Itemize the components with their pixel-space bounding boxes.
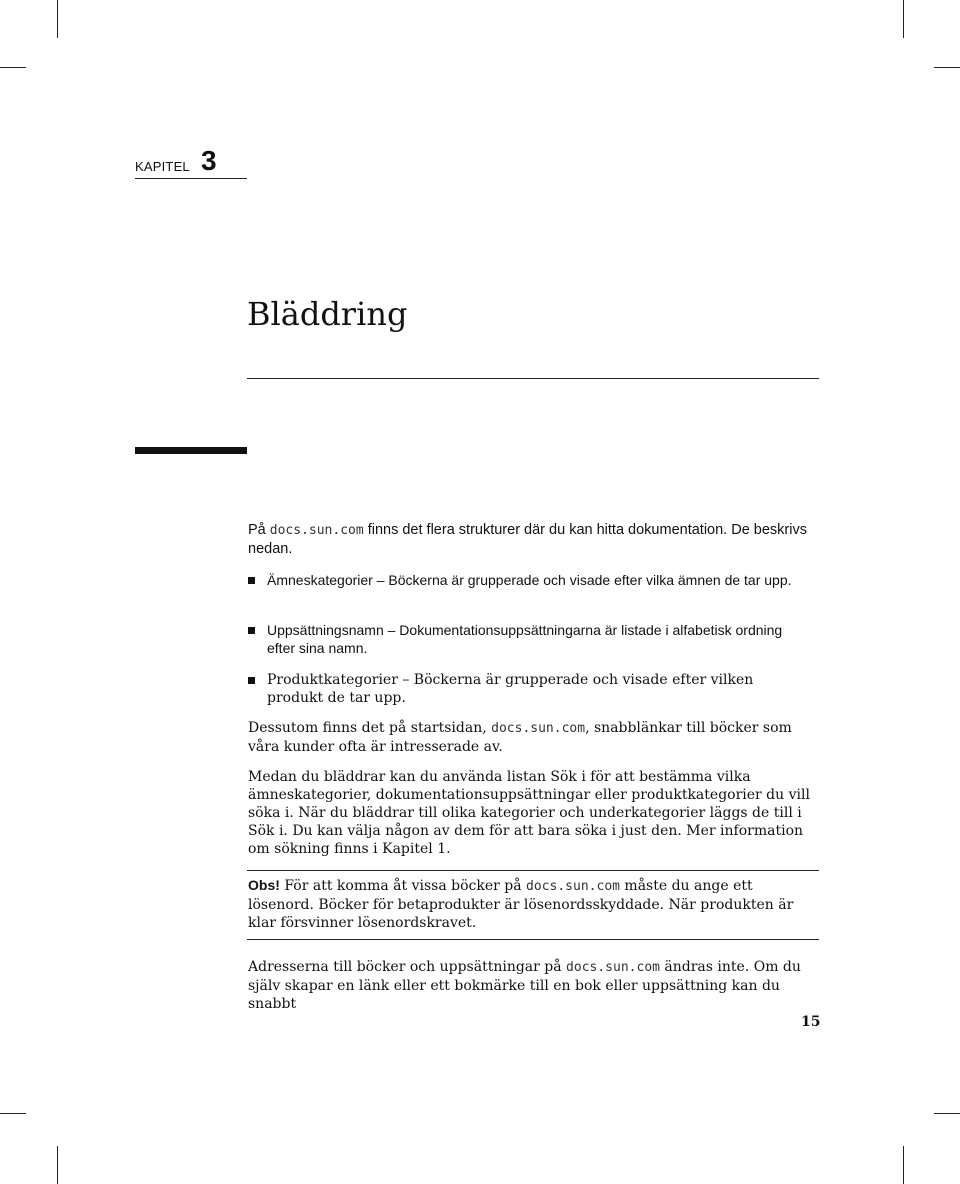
list-item-text: Produktkategorier – Böckerna är grupperade och visade efter vilken produkt de tar upp. <box>267 672 754 706</box>
list-item <box>248 671 808 707</box>
intro-paragraph <box>248 521 820 558</box>
crop-mark <box>57 0 58 38</box>
note-label: Obs! <box>248 877 280 893</box>
paragraph-text: Medan du bläddrar kan du använda listan Sök i för att bestämma vilka ämneskategorier, dokumentationsuppsättningar eller produktkategorier du vill söka i. När du bläddrar till olika kategorier och underkategorier läggs de till i Sök i. Du kan välja någon av dem för att bara söka i just den. Mer information om sökning finns i Kapitel 1. <box>248 769 810 857</box>
crop-mark <box>0 67 26 68</box>
paragraph-text: , snabblänkar till böcker som våra kunder ofta är intresserade av. <box>248 720 792 755</box>
browse-paragraph <box>248 768 820 858</box>
paragraph-text: Adresserna till böcker och uppsättningar på <box>248 959 567 975</box>
list-item-text: Ämneskategorier – Böckerna är grupperade och visade efter vilka ämnen de tar upp. <box>267 572 792 588</box>
note-top-rule <box>247 870 819 871</box>
crop-mark <box>903 0 904 38</box>
crop-mark <box>0 1113 26 1114</box>
paragraph-text: Dessutom finns det på startsidan, <box>248 720 492 736</box>
note-text: måste du ange ett lösenord. Böcker för betaprodukter är lösenordsskyddade. När produkten är klar försvinner lösenordskravet. <box>248 878 794 931</box>
bullet-square-icon <box>248 577 255 584</box>
crop-mark <box>934 67 960 68</box>
note-bottom-rule <box>247 939 819 940</box>
chapter-title: Bläddring <box>247 295 408 333</box>
chapter-number: 3 <box>201 145 217 176</box>
list-item <box>248 571 808 589</box>
quicklinks-paragraph <box>248 719 820 756</box>
section-bar <box>135 447 247 454</box>
address-paragraph <box>248 958 820 1013</box>
intro-text: På <box>248 522 270 538</box>
site-link[interactable]: docs.sun.com <box>269 523 364 538</box>
bullet-square-icon <box>248 627 255 634</box>
bullet-square-icon <box>248 677 255 684</box>
note-block <box>248 876 820 932</box>
site-link[interactable]: docs.sun.com <box>526 879 620 894</box>
page-number: 15 <box>801 1014 821 1030</box>
site-link[interactable]: docs.sun.com <box>566 960 660 975</box>
title-rule <box>247 378 819 379</box>
chapter-label <box>135 146 247 179</box>
crop-mark <box>903 1146 904 1184</box>
crop-mark <box>57 1146 58 1184</box>
list-item <box>248 621 808 657</box>
note-text: För att komma åt vissa böcker på <box>279 878 527 894</box>
paragraph-text: ändras inte. Om du själv skapar en länk eller ett bokmärke till en bok eller uppsättning kan du snabbt <box>248 959 801 1012</box>
list-item-text: Uppsättningsnamn – Dokumentationsuppsättningarna är listade i alfabetisk ordning efter sina namn. <box>267 622 783 656</box>
crop-mark <box>934 1113 960 1114</box>
intro-text: finns det flera strukturer där du kan hitta dokumentation. De beskrivs nedan. <box>248 522 807 557</box>
chapter-word: KAPITEL <box>135 159 190 174</box>
site-link[interactable]: docs.sun.com <box>491 721 586 736</box>
